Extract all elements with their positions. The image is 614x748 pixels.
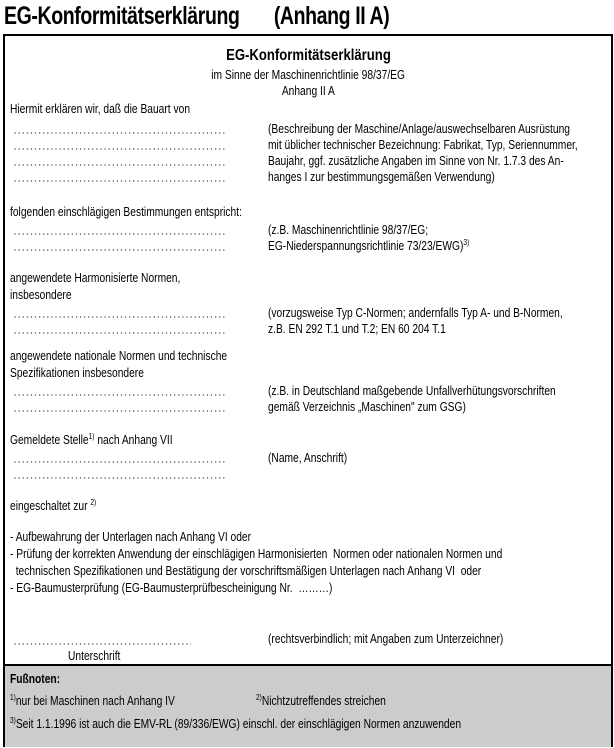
harmonized-label-2: insbesondere (10, 288, 72, 302)
directives-fill-line-2[interactable] (13, 249, 225, 251)
national-fill-line-2[interactable] (13, 410, 225, 412)
page-title-text: EG-Konformitätserklärung (4, 2, 240, 30)
harmonized-hint-1: (vorzugsweise Typ C-Normen; andernfalls Typ A- und B-Normen, (268, 306, 563, 320)
form-heading-text: EG-Konformitätserklärung (225, 47, 391, 64)
footnote-1 (10, 694, 175, 709)
national-fill-line-1[interactable] (13, 394, 225, 396)
notified-body-label-post: nach Anhang VII (94, 433, 173, 447)
notified-body-fill-line-1[interactable] (13, 461, 225, 463)
engaged-item-1: - Aufbewahrung der Unterlagen nach Anhang VI oder (10, 530, 252, 544)
national-label-1: angewendete nationale Normen und technische (10, 349, 228, 363)
footnotes-title: Fußnoten: (10, 672, 61, 686)
machine-fill-line-2[interactable] (13, 148, 225, 150)
notified-body-hint: (Name, Anschrift) (268, 451, 348, 465)
form-heading (5, 46, 611, 66)
machine-hint-1: (Beschreibung der Maschine/Anlage/auswechselbaren Ausrüstung (268, 122, 570, 136)
machine-fill-line-1[interactable] (13, 132, 225, 134)
directives-hint-2-text: EG-Niederspannungsrichtlinie 73/23/EWG) (268, 239, 464, 253)
form-annex (5, 83, 611, 99)
footnote-2-text: Nichtzutreffendes streichen (261, 694, 386, 708)
harmonized-label-1: angewendete Harmonisierte Normen, (10, 271, 181, 285)
footnote-ref-2: 2) (90, 498, 97, 507)
directives-hint-1: (z.B. Maschinenrichtlinie 98/37/EG; (268, 223, 429, 237)
machine-hint-2: mit üblicher technischer Bezeichnung: Fabrikat, Typ, Seriennummer, (268, 138, 578, 152)
footnote-3 (10, 717, 461, 732)
national-hint-2: gemäß Verzeichnis „Maschinen" zum GSG) (268, 400, 466, 414)
engaged-label-text: eingeschaltet zur (10, 499, 91, 513)
harmonized-fill-line-2[interactable] (13, 332, 225, 334)
footnotes-panel (5, 664, 611, 747)
notified-body-label-pre: Gemeldete Stelle (10, 433, 89, 447)
machine-fill-line-4[interactable] (13, 180, 225, 182)
directives-hint-2 (268, 239, 469, 254)
engaged-item-3: - EG-Baumusterprüfung (EG-Baumusterprüfbescheinigung Nr. ………) (10, 581, 333, 595)
machine-hint-4: hanges I zur bestimmungsgemäßen Verwendung) (268, 170, 495, 184)
footnote-1-mark: 1) (10, 693, 16, 702)
engaged-label (10, 499, 96, 514)
footnote-3-text: Seit 1.1.1996 ist auch die EMV-RL (89/336/EWG) einschl. der einschlägigen Normen anzuwenden (15, 717, 462, 731)
form-subheading (5, 67, 611, 83)
declaration-form (3, 34, 613, 747)
notified-body-label (10, 433, 173, 448)
form-subheading-text: im Sinne der Maschinenrichtlinie 98/37/EG (211, 68, 405, 82)
national-hint-1: (z.B. in Deutschland maßgebende Unfallverhütungsvorschriften (268, 384, 556, 398)
directives-label: folgenden einschlägigen Bestimmungen entspricht: (10, 205, 242, 219)
form-annex-text: Anhang II A (281, 84, 335, 98)
national-label-2: Spezifikationen insbesondere (10, 366, 144, 380)
directives-fill-line-1[interactable] (13, 233, 225, 235)
machine-hint-3: Baujahr, ggf. zusätzliche Angaben im Sinne von Nr. 1.7.3 des An- (268, 154, 564, 168)
notified-body-fill-line-2[interactable] (13, 477, 225, 479)
footnote-1-text: nur bei Maschinen nach Anhang IV (15, 694, 175, 708)
harmonized-hint-2: z.B. EN 292 T.1 und T.2; EN 60 204 T.1 (268, 322, 446, 336)
engaged-item-2: - Prüfung der korrekten Anwendung der einschlägigen Harmonisierten Normen oder nationalen Normen und (10, 547, 503, 561)
signature-hint: (rechtsverbindlich; mit Angaben zum Unterzeichner) (268, 632, 504, 646)
machine-fill-line-3[interactable] (13, 164, 225, 166)
harmonized-fill-line-1[interactable] (13, 316, 225, 318)
page-title-annex: (Anhang II A) (273, 2, 390, 30)
signature-label: Unterschrift (68, 649, 121, 663)
footnote-2-mark: 2) (256, 693, 262, 702)
machine-label: Hiermit erklären wir, daß die Bauart von (10, 102, 191, 116)
engaged-item-2-cont: technischen Spezifikationen und Bestätigung der vorschriftsmäßigen Unterlagen nach Anhang VI oder (10, 564, 482, 578)
footnote-2 (256, 694, 386, 709)
footnote-3-mark: 3) (10, 716, 16, 725)
footnote-ref-3: 3) (463, 238, 470, 247)
footnote-ref-1: 1) (88, 432, 95, 441)
signature-fill-line[interactable] (13, 643, 191, 645)
page-title (4, 2, 389, 31)
